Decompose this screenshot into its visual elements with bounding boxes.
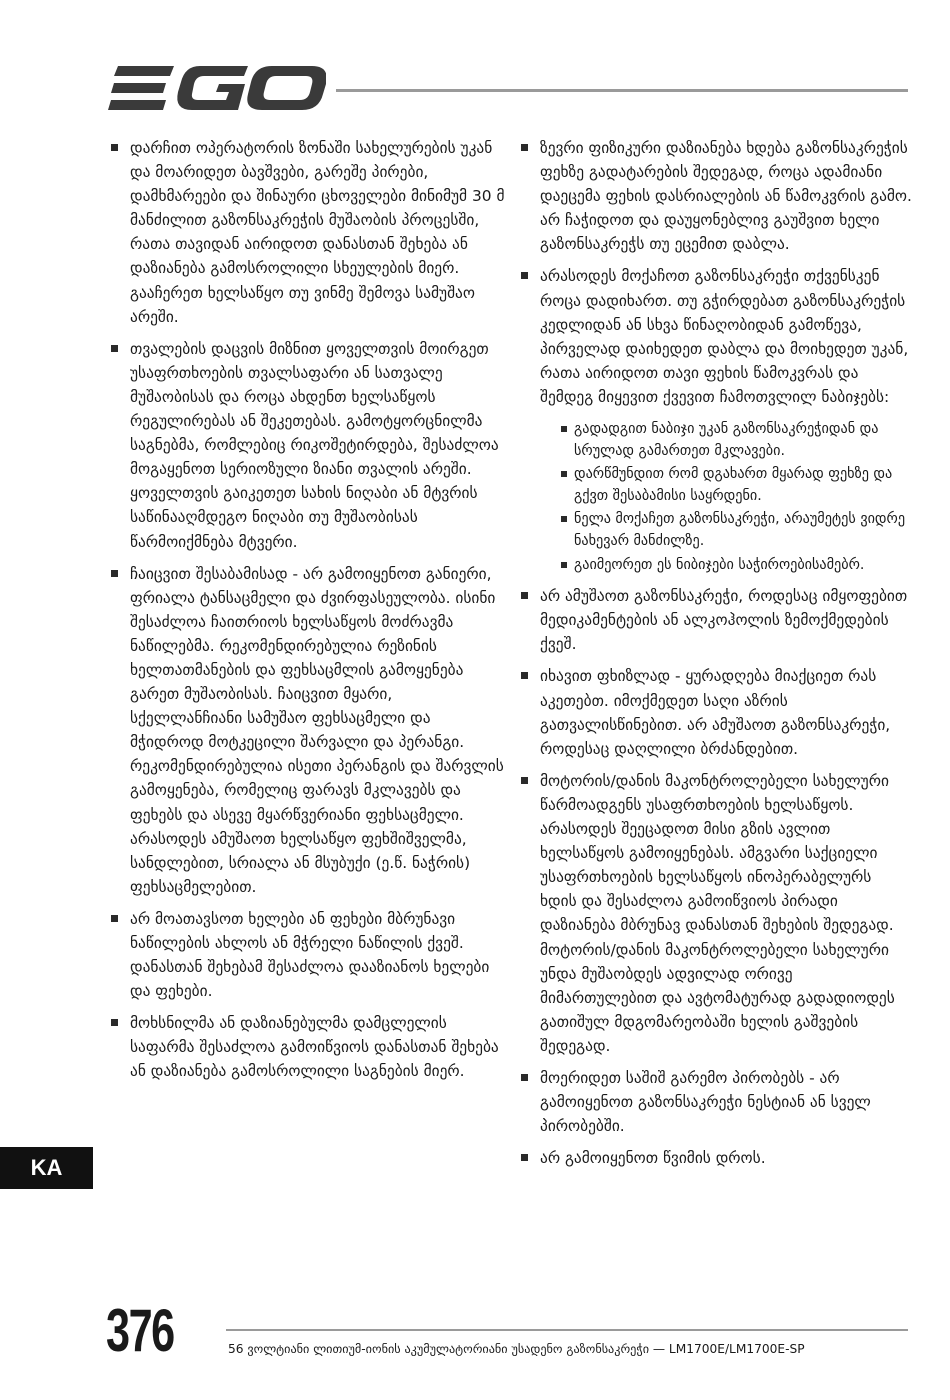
list-item-text: არ ამუშაოთ გაზონსაკრეჭი, როდესაც იმყოფებით მედიკამენტების ან ალკოჰოლის ზემოქმედების ქვეშ.	[540, 587, 908, 654]
step-item: გაიმეორეთ ეს ნიბიჯები საჭიროებისამებრ.	[540, 555, 912, 577]
list-item	[520, 136, 912, 256]
steps-list	[540, 419, 912, 576]
list-item: დარჩით ოპერატორის ზონაში სახელურების უკან და მოარიდეთ ბავშვები, გარეშე პირები, დამხმარეები და შინაური ცხოველები მინიმუმ 30 მ მანძილით გაზონსაკრეჭის მუშაობის პროცესში, რათა თავიდან აირიდოთ დანასთან შეხება ან დაზიანება გამოსროლილი სხეულების მიერ. გააჩერეთ ხელსაწყო თუ ვინმე შემოვა სამუშაო არეში.	[110, 136, 505, 329]
page-number: 376	[106, 1297, 174, 1364]
step-item: დარწმუნდით რომ დგახართ მყარად ფეხზე და გქვთ შესაბამისი საყრდენი.	[540, 464, 912, 507]
list-item	[520, 1146, 912, 1170]
ego-logo	[108, 62, 326, 114]
list-item	[520, 1066, 912, 1138]
step-item: გადადგით ნაბიჯი უკან გაზონსაკრეჭიდან და სრულად გამართეთ მკლავები.	[540, 419, 912, 462]
right-bullet-list	[520, 136, 912, 1170]
list-item	[520, 664, 912, 760]
list-item-text: არასოდეს მოქაჩოთ გაზონსაკრეჭი თქვენსკენ როცა დადიხართ. თუ გჭირდებათ გაზონსაკრეჭის კედლიდან ან სხვა წინაღობიდან გამოწევა, პირველად დაიხედეთ დაბლა და მოიხედეთ უკან, რათა აირიდოთ თავი ფეხის წამოკვრას და შემდეგ მიყევით ქვევით ჩამოთვლილ ნაბიჯებს:	[540, 267, 909, 406]
list-item	[520, 584, 912, 656]
list-item: თვალების დაცვის მიზნით ყოველთვის მოირგეთ უსაფრთხოების თვალსაფარი ან სათვალე მუშაობისას და როცა ახდენთ ხელსაწყოს რეგულირებას ან შეკეთებას. გამოტყორცნილმა საგნებმა, რომლებიც რიკოშეტირდება, შესაძლოა მოგაყენოთ სერიოზული ზიანი თვალის არეში. ყოველთვის გაიკეთეთ სახის ნიღაბი ან მტვრის საწინააღმდეგო ნიღაბი თუ მუშაობისას წარმოიქმნება მტვერი.	[110, 337, 505, 554]
footer-rule	[226, 1329, 908, 1331]
language-tab: KA	[0, 1147, 93, 1189]
list-item: ჩაიცვით შესაბამისად - არ გამოიყენოთ განიერი, ფრიალა ტანსაცმელი და ძვირფასეულობა. ისინი შესაძლოა ჩაითრიოს ხელსაწყოს მოძრავმა ნაწილებმა. რეკომენდირებულია რეზინის ხელთათმანების და ფეხსაცმლის გამოყენება გარეთ მუშაობისას. ჩაიცვით მყარი, სქელლანჩიანი სამუშაო ფეხსაცმელი და მჭიდროდ მოტკეცილი შარვალი და პერანგი. რეკომენდირებულია ისეთი პერანგის და შარვლის გამოყენება, რომელიც ფარავს მკლავებს და ფეხებს და ასევე მყარწვერიანი ფეხსაცმელი. არასოდეს ამუშაოთ ხელსაწყო ფეხშიშველმა, სანდლებით, სრიალა ან მსუბუქი (ე.წ. ნაჭრის) ფეხსაცმელებით.	[110, 562, 505, 899]
header-rule	[336, 89, 908, 92]
step-item: ნელა მოქაჩეთ გაზონსაკრეჭი, არაუმეტეს ვიდრე ნახევარ მანძილზე.	[540, 509, 912, 552]
list-item-text: ზევრი ფიზიკური დაზიანება ხდება გაზონსაკრეჭის ფეხზე გადატარების შედეგად, როცა ადამიანი დაეცემა ფეხის დასრიალების ან წამოკვრის გამო. არ ჩაჭიდოთ და დაუყონებლივ გაუშვით ხელი გაზონსაკრეჭს თუ ეცემით დაბლა.	[540, 139, 912, 254]
list-item: მოხსნილმა ან დაზიანებულმა დამცლელის საფარმა შესაძლოა გამოიწვიოს დანასთან შეხება ან დაზიანება გამოსროლილი საგნების მიერ.	[110, 1011, 505, 1083]
list-item	[520, 769, 912, 1058]
list-item-text: მოერიდეთ საშიშ გარემო პირობებს - არ გამოიყენოთ გაზონსაკრეჭი ნესტიან ან სველ პირობებში.	[540, 1068, 871, 1136]
list-item-text: მოტორის/დანის მაკონტროლებელი სახელური წარმოადგენს უსაფრთხოების ხელსაწყოს. არასოდეს შეეცადოთ მისი გზის ავლით ხელსაწყოს გამოიყენებას. ამგვარი საქციელი უსაფრთხოების ხელსაწყოს ინოპერაბელურს ხდის და შესაძლოა გამოიწვიოს პირადი დაზიანება მბრუნავ დანასთან შეხების შედეგად. მოტორის/დანის მაკონტროლებელი სახელური უნდა მუშაობდეს ადვილად ორივე მიმართულებით და ავტომატურად გადადიოდეს გათიშულ მდგომარეობაში ხელის გაშვების შედეგად.	[540, 771, 895, 1055]
right-column	[520, 136, 912, 1178]
left-column	[110, 136, 505, 1092]
list-item-text: იხავით ფხიზლად - ყურადღება მიაქციეთ რას აკეთებთ. იმოქმედეთ საღი აზრის გათვალისწინებით. არ ამუშაოთ გაზონსაკრეჭი, როდესაც დაღლილი ბრძანდებით.	[540, 667, 891, 758]
list-item: არ მოათავსოთ ხელები ან ფეხები მბრუნავი ნაწილების ახლოს ან მჭრელი ნაწილის ქვეშ. დანასთან შეხებამ შესაძლოა დააზიანოს ხელები და ფეხები.	[110, 907, 505, 1003]
left-bullet-list	[110, 136, 505, 1084]
list-item	[520, 264, 912, 576]
footer-product-title: 56 ვოლტიანი ლითიუმ-იონის აკუმულატორიანი უსადენო გაზონსაკრეჭი — LM1700E/LM1700E-SP	[228, 1342, 805, 1356]
list-item-text: არ გამოიყენოთ წვიმის დროს.	[540, 1149, 766, 1168]
